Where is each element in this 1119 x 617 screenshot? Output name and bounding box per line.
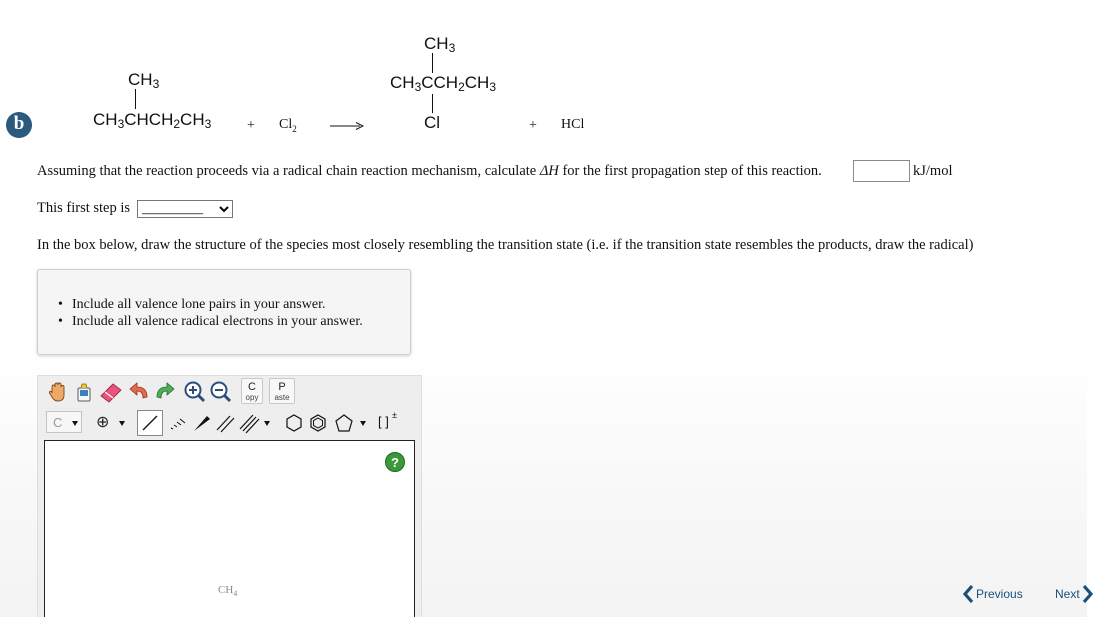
product-chlorine-label: Cl [424,113,441,132]
triple-bond-icon[interactable] [237,411,261,435]
charge-selector[interactable] [92,411,128,433]
product-top-bond [432,53,433,73]
delta-h-unit: kJ/mol [913,163,953,179]
reactant-methyl-label: $CH_3$ [128,70,160,91]
drawing-canvas[interactable] [44,440,415,617]
hint-item: • Include all valence lone pairs in your answer. [72,296,363,313]
previous-button[interactable]: Previous [962,583,1023,605]
part-badge: b [6,112,32,138]
chevron-down-icon[interactable] [360,421,366,426]
draw-instruction: In the box below, draw the structure of the species most closely resembling the transition state (i.e. if the transition state resembles the products, draw the radical) [37,237,974,253]
reagent-label: $Cl_2$ [279,117,297,134]
cyclohexane-icon[interactable] [282,411,306,435]
chevron-down-icon [119,421,125,426]
product-formula: $CH_3CCH_2CH_3$ [390,73,497,94]
canvas-molecule-label: $CH_4$ [218,584,238,599]
eraser-icon[interactable] [98,380,124,404]
product-bottom-bond [432,94,433,113]
cyclopentane-icon[interactable] [332,411,356,435]
zoom-out-icon[interactable] [209,380,233,404]
byproduct-label: HCl [561,117,585,132]
product-methyl-label: $CH_3$ [424,34,456,55]
chevron-down-icon[interactable] [264,421,270,426]
hints-box [37,269,411,355]
hint-item: • Include all valence radical electrons in your answer. [72,313,363,330]
delta-h-prompt: Assuming that the reaction proceeds via a radical chain reaction mechanism, calculate ΔH for the first propagation step of this reaction. [37,163,822,179]
benzene-icon[interactable] [306,411,330,435]
reaction-arrow-icon [330,121,364,131]
single-bond-icon[interactable] [137,410,163,436]
help-icon[interactable]: ? [385,452,405,472]
step-label: This first step is [37,200,131,216]
plus-sign: + [247,118,255,133]
plus-sign-2: + [529,118,537,133]
delta-h-input[interactable] [853,160,910,182]
wedge-bond-icon[interactable] [189,411,213,435]
undo-icon[interactable] [127,380,151,404]
element-selector[interactable]: C [46,411,82,433]
zoom-in-icon[interactable] [183,380,207,404]
hand-tool-icon[interactable] [46,380,70,404]
paste-button[interactable]: P aste [269,378,295,404]
step-type-select[interactable] [137,200,233,218]
next-button[interactable]: Next [1055,583,1094,605]
reactant-formula: $CH_3CHCH_2CH_3$ [93,110,212,131]
chevron-left-icon [962,584,974,604]
chevron-down-icon [72,421,78,426]
charge-plus-icon: ⊕ [96,414,110,431]
chevron-right-icon [1082,584,1094,604]
redo-icon[interactable] [153,380,177,404]
bracket-tool[interactable]: [ ] ± [378,410,397,429]
copy-button[interactable]: C opy [241,378,263,404]
reactant-bond [135,89,136,109]
hashed-wedge-bond-icon[interactable] [165,411,189,435]
erase-all-icon[interactable] [72,380,96,404]
double-bond-icon[interactable] [213,411,237,435]
